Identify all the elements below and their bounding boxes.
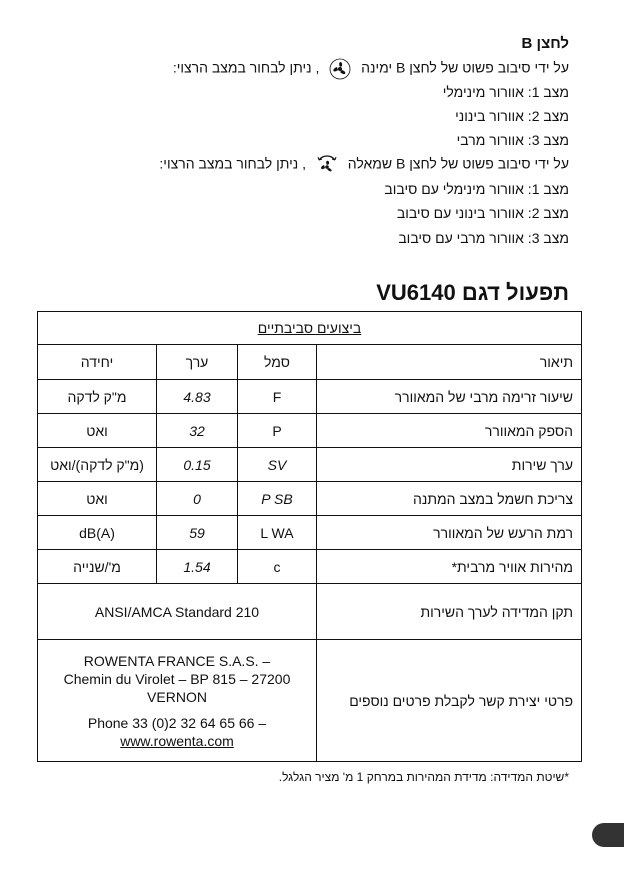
standard-value: ANSI/AMCA Standard 210 xyxy=(38,584,317,640)
row-description: צריכת חשמל במצב המתנה xyxy=(317,482,582,516)
right-mode-3: מצב 3: אוורור מרבי xyxy=(456,132,569,148)
left-mode-1: מצב 1: אוורור מינימלי עם סיבוב xyxy=(384,181,569,197)
right-press-suffix: , ניתן לבחור במצב הרצוי: xyxy=(172,59,320,76)
row-unit: מ"ק לדקה xyxy=(38,380,157,414)
row-value: 0 xyxy=(157,482,238,516)
header-value: ערך xyxy=(157,345,238,380)
right-press-instruction xyxy=(173,58,569,80)
table-row xyxy=(38,482,582,516)
row-value: 32 xyxy=(157,414,238,448)
standard-label: תקן המדידה לערך השירות xyxy=(317,584,582,640)
left-mode-3: מצב 3: אוורור מרבי עם סיבוב xyxy=(398,230,569,246)
fan-icon xyxy=(329,58,351,80)
table-caption: ביצועים סביבתיים xyxy=(38,312,582,345)
table-header-row xyxy=(38,345,582,380)
section-title: תפעול דגם VU6140 xyxy=(376,280,569,305)
row-description: מהירות אוויר מרבית* xyxy=(317,550,582,584)
row-description: ערך שירות xyxy=(317,448,582,482)
row-symbol: P SB xyxy=(238,482,317,516)
left-mode-2: מצב 2: אוורור בינוני עם סיבוב xyxy=(396,205,569,221)
table-row xyxy=(38,516,582,550)
right-press-text: על ידי סיבוב פשוט של לחצן B ימינה xyxy=(361,59,569,76)
table-row xyxy=(38,414,582,448)
button-b-heading: לחצן B xyxy=(521,35,569,52)
row-symbol: SV xyxy=(238,448,317,482)
right-mode-2: מצב 2: אוורור בינוני xyxy=(455,108,569,124)
row-symbol: F xyxy=(238,380,317,414)
header-description: תיאור xyxy=(317,345,582,380)
row-value: 4.83 xyxy=(157,380,238,414)
contact-row xyxy=(38,640,582,762)
row-description: הספק המאוורר xyxy=(317,414,582,448)
row-unit: ואט xyxy=(38,414,157,448)
row-value: 59 xyxy=(157,516,238,550)
row-unit: (מ"ק לדקה)/ואט xyxy=(38,448,157,482)
oscillating-fan-icon xyxy=(316,154,338,176)
row-value: 0.15 xyxy=(157,448,238,482)
contact-company: ROWENTA FRANCE S.A.S. – xyxy=(83,652,271,669)
row-description: רמת הרעש של המאוורר xyxy=(317,516,582,550)
row-symbol: P xyxy=(238,414,317,448)
right-mode-1: מצב 1: אוורור מינימלי xyxy=(442,84,569,100)
table-row xyxy=(38,448,582,482)
website-link[interactable]: www.rowenta.com xyxy=(120,732,234,749)
row-unit: dB(A) xyxy=(38,516,157,550)
row-symbol: c xyxy=(238,550,317,584)
page-tab xyxy=(592,823,624,847)
contact-info xyxy=(38,640,317,762)
contact-label: פרטי יצירת קשר לקבלת פרטים נוספים xyxy=(317,640,582,762)
left-press-suffix: , ניתן לבחור במצב הרצוי: xyxy=(159,155,306,172)
table-row xyxy=(38,550,582,584)
performance-table xyxy=(37,311,582,762)
row-value: 1.54 xyxy=(157,550,238,584)
table-row xyxy=(38,380,582,414)
row-unit: מ'/שנייה xyxy=(38,550,157,584)
contact-city: VERNON xyxy=(147,688,207,705)
row-unit: ואט xyxy=(38,482,157,516)
left-press-instruction xyxy=(159,154,569,176)
footnote: *שיטת המדידה: מדידת המהירות במרחק 1 מ' מציר הגלגל. xyxy=(278,770,569,784)
header-unit: יחידה xyxy=(38,345,157,380)
left-press-text: על ידי סיבוב פשוט של לחצן B שמאלה xyxy=(347,155,569,172)
header-symbol: סמל xyxy=(238,345,317,380)
contact-address: Chemin du Virolet – BP 815 – 27200 xyxy=(63,670,291,687)
row-description: שיעור זרימה מרבי של המאוורר xyxy=(317,380,582,414)
row-symbol: L WA xyxy=(238,516,317,550)
standard-row xyxy=(38,584,582,640)
contact-phone: Phone 33 (0)2 32 64 65 66 – xyxy=(87,714,267,731)
